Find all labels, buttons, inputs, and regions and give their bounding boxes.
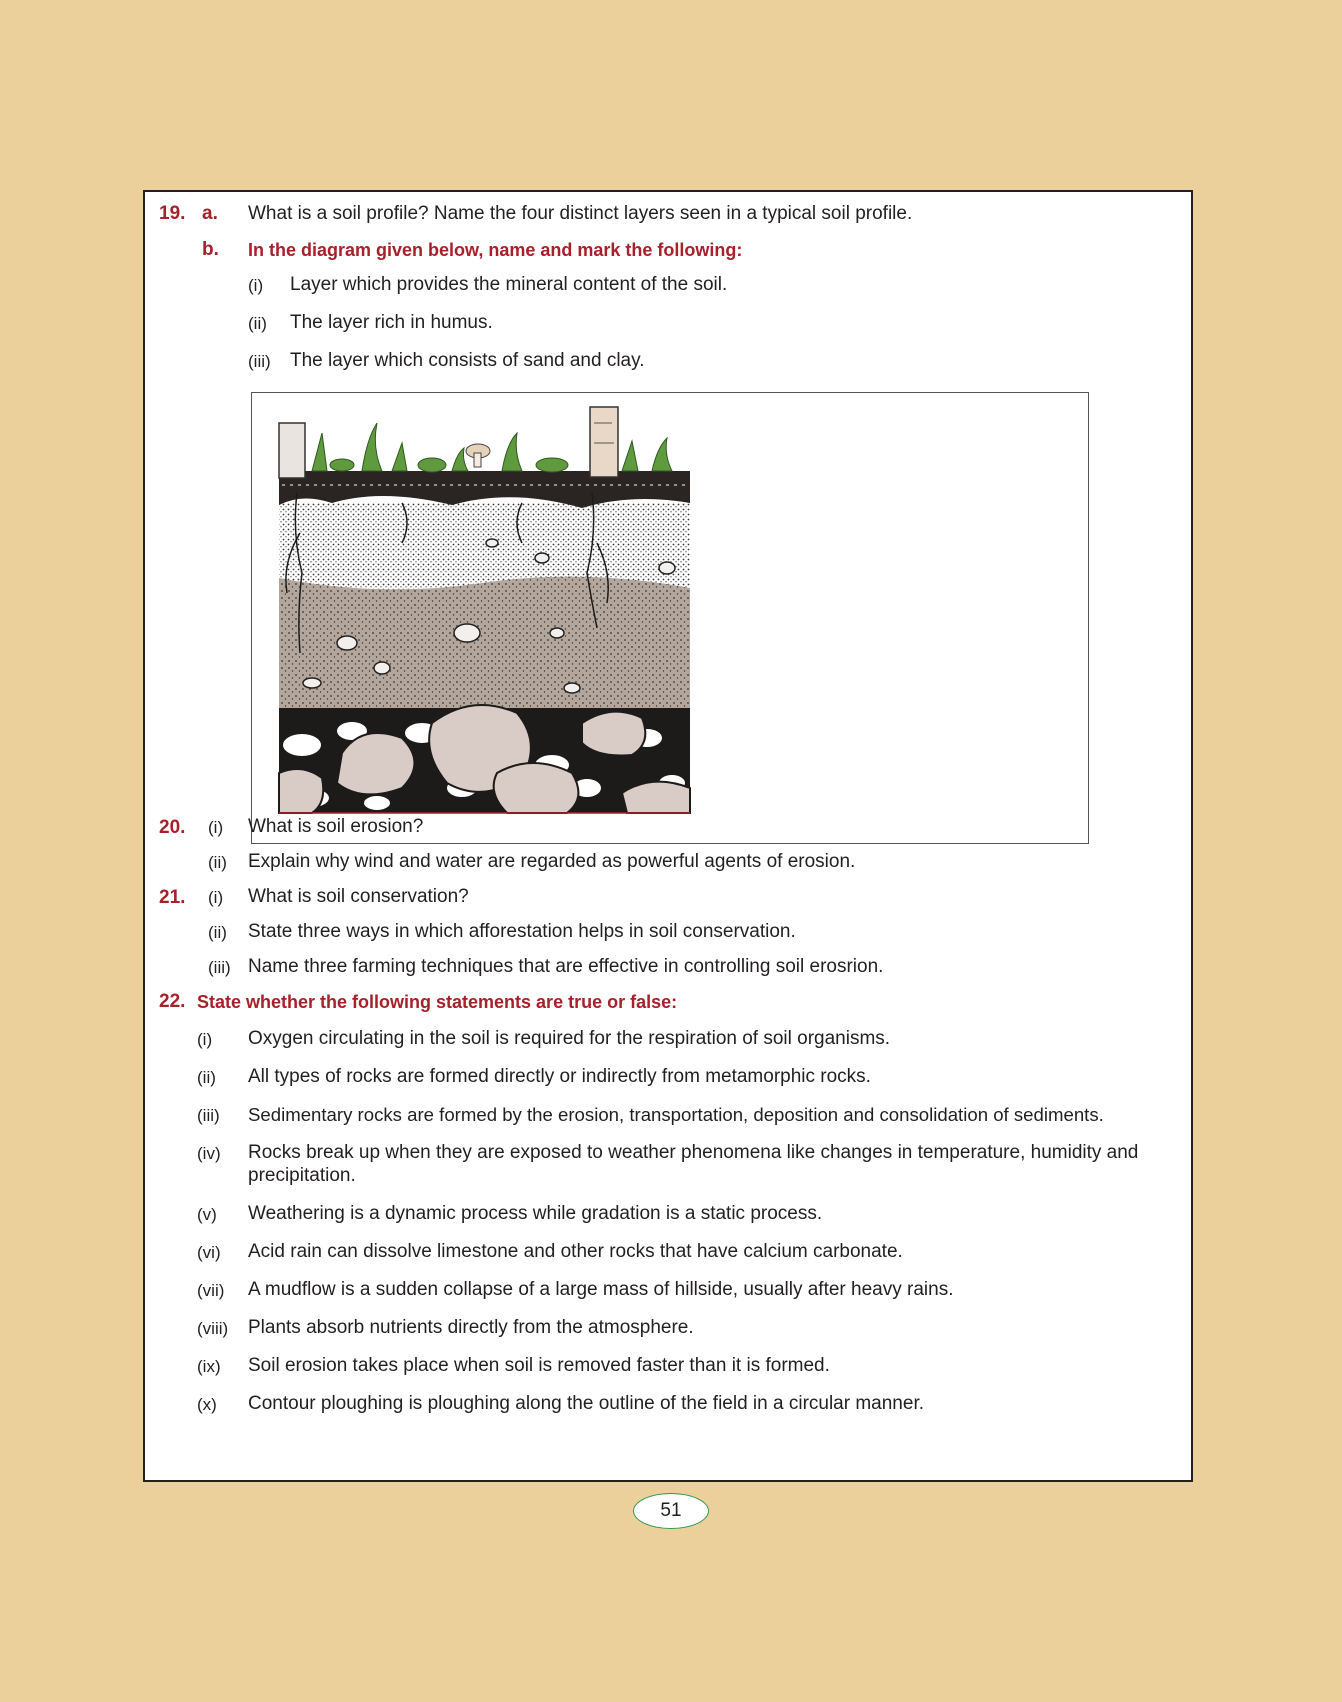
q22-item-text: Sedimentary rocks are formed by the erosion, transportation, deposition and consolidation of sediments. (248, 1104, 1104, 1125)
q20-item-label: (ii) (208, 853, 227, 872)
q19-item-label: (i) (248, 276, 264, 295)
q20-number: 20. (159, 817, 186, 838)
q20-item-text: What is soil erosion? (248, 816, 424, 837)
q22-item-label: (v) (197, 1205, 217, 1224)
soil-profile-illustration (252, 393, 1088, 843)
page-number: 51 (633, 1493, 709, 1529)
q22-item-label: (i) (197, 1030, 213, 1049)
q22-item-text: Oxygen circulating in the soil is required for the respiration of soil organisms. (248, 1028, 891, 1049)
q22-item-text: Weathering is a dynamic process while gradation is a static process. (248, 1203, 823, 1224)
q19-item-text: Layer which provides the mineral content of the soil. (290, 274, 728, 295)
q22-item-label: (x) (197, 1395, 217, 1414)
q22-number: 22. (159, 991, 186, 1012)
q21-number: 21. (159, 887, 186, 908)
soil-profile-figure (251, 392, 1089, 844)
q22-item-label: (ix) (197, 1357, 221, 1376)
q21-item-text: State three ways in which afforestation helps in soil conservation. (248, 921, 796, 942)
q19-number: 19. (159, 203, 186, 224)
q19-b-text: In the diagram given below, name and mark the following: (248, 240, 743, 260)
q22-item-label: (ii) (197, 1068, 216, 1087)
q22-item-label: (vii) (197, 1281, 225, 1300)
q22-item-label: (iii) (197, 1106, 220, 1125)
q22-item-label: (vi) (197, 1243, 221, 1262)
q21-item-label: (i) (208, 888, 224, 907)
q22-item-text: All types of rocks are formed directly or indirectly from metamorphic rocks. (248, 1066, 871, 1087)
q19-b-label: b. (202, 239, 219, 260)
q22-item-text: Contour ploughing is ploughing along the outline of the field in a circular manner. (248, 1393, 925, 1414)
q21-item-label: (ii) (208, 923, 227, 942)
q19-item-text: The layer which consists of sand and clay. (290, 350, 645, 371)
q20-item-text: Explain why wind and water are regarded as powerful agents of erosion. (248, 851, 856, 872)
q21-item-text: Name three farming techniques that are effective in controlling soil erosrion. (248, 956, 884, 977)
q19-item-text: The layer rich in humus. (290, 312, 493, 333)
q22-item-label: (iv) (197, 1144, 221, 1163)
q21-item-text: What is soil conservation? (248, 886, 469, 907)
q19-item-label: (ii) (248, 314, 267, 333)
q19-a-text: What is a soil profile? Name the four distinct layers seen in a typical soil profile. (248, 203, 913, 224)
q20-item-label: (i) (208, 818, 224, 837)
q22-item-text: Rocks break up when they are exposed to weather phenomena like changes in temperature, humidity and precipitation. (248, 1142, 1139, 1186)
q22-item-text: Acid rain can dissolve limestone and other rocks that have calcium carbonate. (248, 1241, 903, 1262)
q22-item-text: Soil erosion takes place when soil is removed faster than it is formed. (248, 1355, 830, 1376)
q22-title: State whether the following statements are true or false: (197, 992, 678, 1012)
q22-item-text: A mudflow is a sudden collapse of a large mass of hillside, usually after heavy rains. (248, 1279, 954, 1300)
question-panel (143, 190, 1193, 1482)
q22-item-text: Plants absorb nutrients directly from the atmosphere. (248, 1317, 694, 1338)
q21-item-label: (iii) (208, 958, 231, 977)
q19-item-label: (iii) (248, 352, 271, 371)
q22-item-label: (viii) (197, 1319, 229, 1338)
q19-a-label: a. (202, 203, 218, 224)
